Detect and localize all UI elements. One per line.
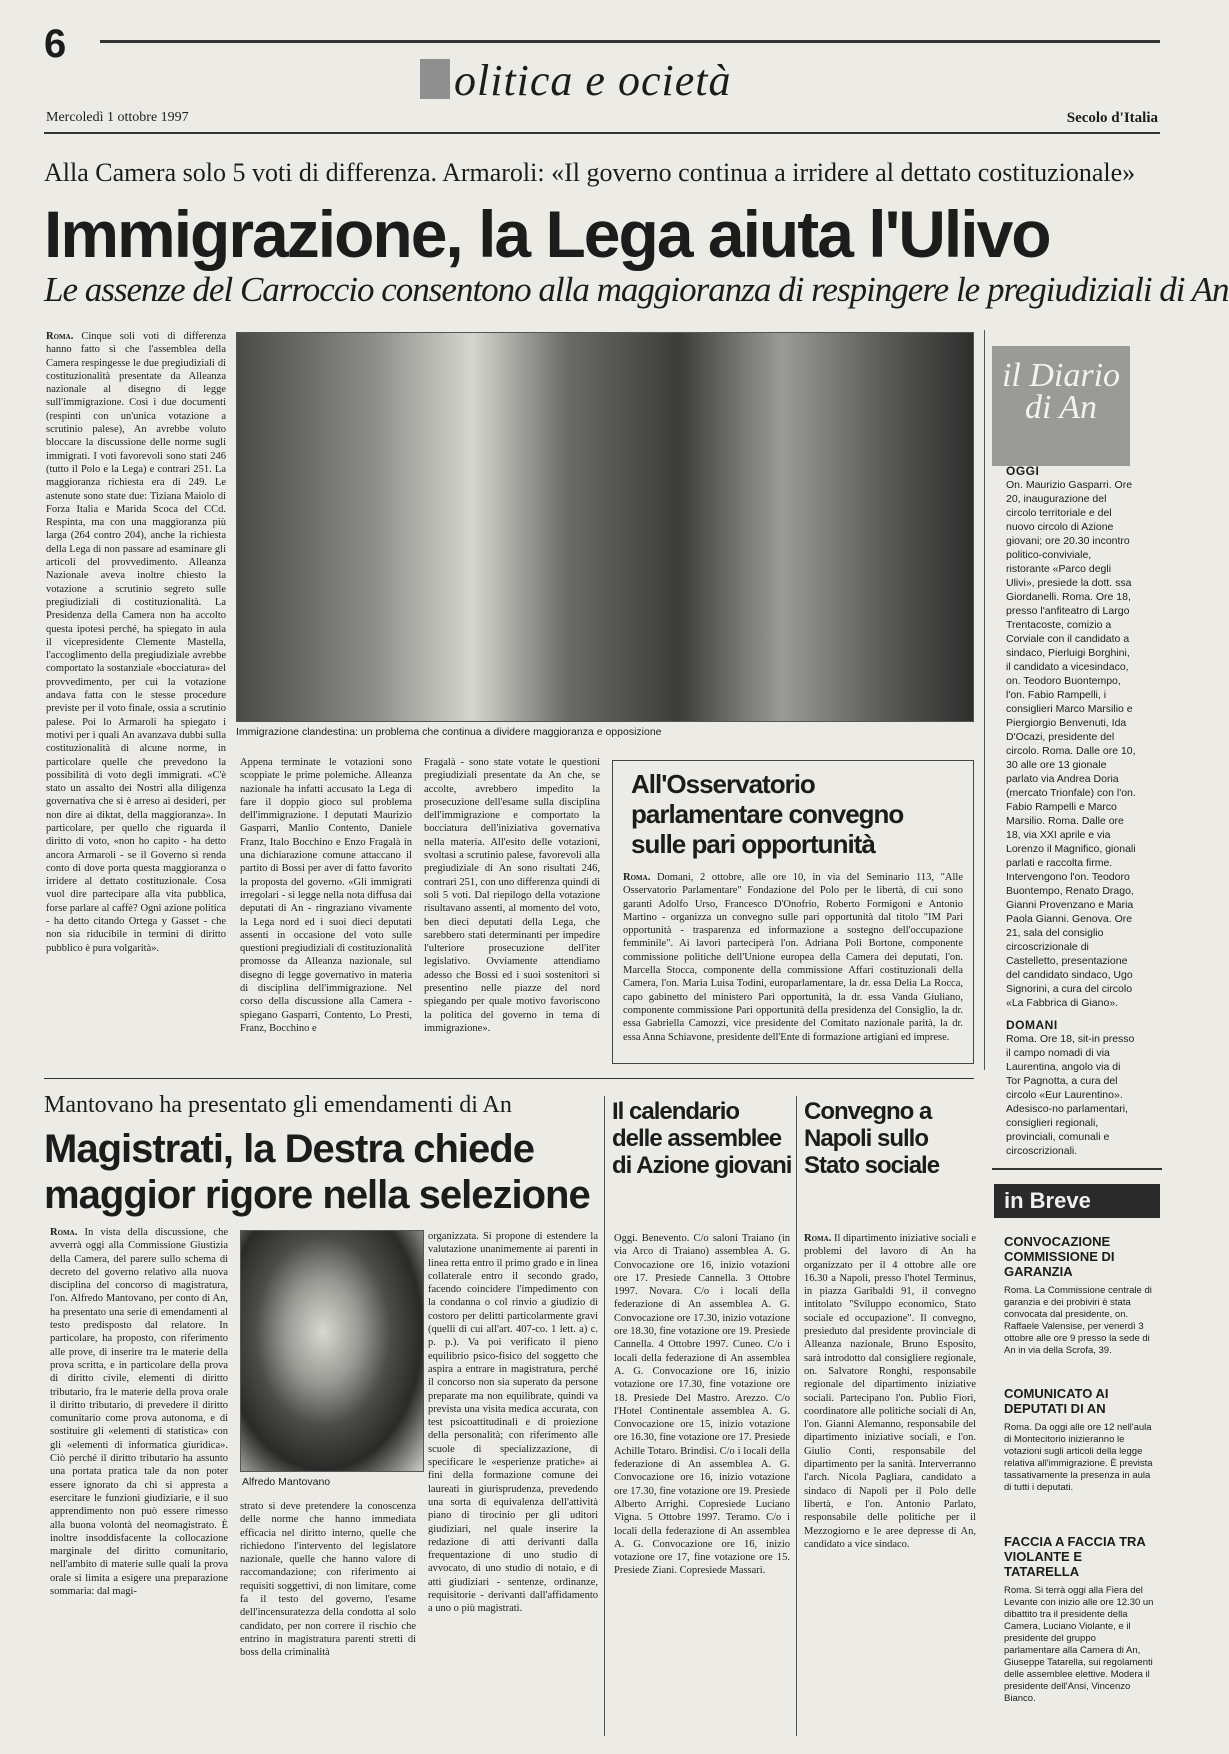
breve-item-2 bbox=[1004, 1386, 1154, 1494]
section-initial-block bbox=[420, 59, 450, 99]
oggi-text: On. Maurizio Gasparri. Ore 20, inaugurazione del circolo territoriale e del nuovo circolo di Azione giovani; ore 20.30 incontro politico-conviviale, ristorante «Parco degli Ulivi», presiede la dott. ssa Giordanelli. Roma. Ore 18, presso l'anfiteatro di Largo Trentacoste, comizio a Corviale con il candidato a sindaco, Pierluigi Borghini, il candidato a vicesindaco, on. Teodoro Buontempo, l'on. Fabio Rampelli, i consiglieri Marco Marsilio e Piergiorgio Benvenuti, Ida D'Ocazi, presidente del circolo. Roma. Dalle ore 10, 30 alle ore 13 gionale parlato via Andrea Doria (mercato Trionfale) con l'on. Fabio Rampelli e Marco Marsilio. Roma. Dalle ore 18, via XXI aprile e via Lorenzo il Magnifico, gionali parlati e raccolta firme. Intervengono l'on. Teodoro Buontempo, Renato Drago, Gianni Provenzano e Maria Paola Gianni. Genova. Ore 21, sala del consiglio circoscrizionale di Castelletto, presentazione del candidato sindaco, Ugo Signorini, a cura del circolo «La Fabbrica di Giano». bbox=[1006, 479, 1136, 1009]
magistrati-column-2: strato si deve pretendere la conoscenza delle norme che hanno immediata efficacia nel diritto interno, quelle che richiedono l'intervento del legislatore nazionale, quelle che hanno valore di raccomandazione; con riferimento ai requisiti soggettivi, di non limitare, come fa il testo del governo, l'esame dell'incensuratezza della condotta al solo candidato, per non correre il rischio che entrino in magistratura parenti stretti di boss della criminalità bbox=[240, 1501, 416, 1659]
domani-text: Roma. Ore 18, sit-in presso il campo nomadi di via Laurentina, angolo via di Tor Pagnotta, a cura del circolo «Eur Laurentino». Adesisco-no parlamentari, consiglieri regionali, provinciali, comunali e circoscrizionali. bbox=[1006, 1033, 1135, 1157]
lead-kicker: Alla Camera solo 5 voti di differenza. Armaroli: «Il governo continua a irridere al dettato costituzionale» bbox=[44, 158, 1136, 187]
napoli-divider bbox=[796, 1096, 797, 1736]
date-line: Mercoledì 1 ottobre 1997 bbox=[46, 110, 189, 125]
section-rule bbox=[44, 1078, 974, 1079]
magistrati-headline: Magistrati, la Destra chiede maggior rigore nella selezione bbox=[44, 1127, 590, 1217]
breve-text: Roma. La Commissione centrale di garanzia e dei probiviri è stata convocata dal presidente, on. Raffaele Valensise, per venerdì 3 ottobre alle ore 9 presso la sede di An in via della Scrofa, 39. bbox=[1004, 1285, 1152, 1356]
lead-photo bbox=[236, 332, 974, 722]
in-breve-bar: in Breve bbox=[994, 1184, 1160, 1218]
page-number: 6 bbox=[44, 22, 67, 66]
osservatorio-title: All'Osservatorio parlamentare convegno sulle pari opportunità bbox=[631, 769, 904, 859]
breve-item-3 bbox=[1004, 1534, 1154, 1705]
lead-subhead: Le assenze del Carroccio consentono alla maggioranza di respingere le pregiudiziali di An bbox=[44, 270, 1229, 309]
lead-column-2: Appena terminate le votazioni sono scoppiate le prime polemiche. Alleanza nazionale ha infatti accusato la Lega di fare il doppio gioco sul problema dell'immigrazione. I deputati Maurizio Gasparri, Manlio Contento, Daniele Franz, Italo Bocchino e Enzo Fragalà in una dichiarazione comune attaccano il partito di Bossi per aver di fatto favorito la proposta del governo. «Gli immigrati irregolari - si legge nella nota diffusa dai deputati di An - ringraziano vivamente la Lega nord ed i suoi dieci deputati assenti in occasione del voto sulle questioni pregiudiziali di costituzionalità promosse da Alleanza nazionale, sul disegno di legge governativo in materia di disciplina dell'immigrazione. Nel corso della discussione alla Camera - spiegano Gasparri, Contento, Lo Presti, Franz, Bocchino e bbox=[240, 757, 412, 1034]
calendario-headline: Il calendario delle assemblee di Azione giovani bbox=[612, 1098, 792, 1179]
diario-logo: il Diario di An bbox=[992, 346, 1130, 466]
breve-text: Roma. Da oggi alle ore 12 nell'aula di Montecitorio inizieranno le votazioni sugli articoli della legge relativa all'immigrazione. È prevista tassativamente la presenza in aula di tutti i deputati. bbox=[1004, 1422, 1153, 1493]
osservatorio-box bbox=[612, 760, 974, 1064]
breve-title: COMUNICATO AI DEPUTATI DI AN bbox=[1004, 1386, 1109, 1416]
paper-name: Secolo d'Italia bbox=[1066, 110, 1158, 126]
lead-photo-caption: Immigrazione clandestina: un problema che continua a dividere maggioranza e opposizione bbox=[236, 726, 662, 738]
in-breve-top-rule bbox=[992, 1168, 1162, 1170]
napoli-text: Roma. Il dipartimento iniziative sociali e problemi del lavoro di An ha organizzato per il 4 ottobre alle ore 16.30 a Napoli, presso l'hotel Terminus, in piazza Garibaldi 91, il convegno intitolato "Sviluppo economico, Stato sociale ed occupazione". Il convegno, presieduto dal presidente provinciale di Alleanza nazionale, Bruno Esposito, sarà introdotto dal consigliere regionale, on. Salvatore Ronghi, responsabile regionale del dipartimento iniziative sociali. Partecipano l'on. Publio Fiori, coordinatore alle politiche sociali di An, l'on. Gianni Alemanno, responsabile del dipartimento iniziative sociali, e l'on. Giulio Conti, responsabile del dipartimento per la sanità. Interverranno l'arch. Nicola Pagliara, candidato a sindaco di Napoli per il Polo delle libertà, e l'on. Antonio Parlato, responsabile delle politiche per il Mezzogiorno e le aree depresse di An, candidato a vice sindaco. bbox=[804, 1233, 976, 1550]
magistrati-column-3: organizzata. Si propone di estendere la valutazione unanimemente ai parenti in linea retta entro il primo grado e in linea collaterale entro il secondo grado, facendo coincidere l'impedimento con la condanna o col rinvio a giudizio di costoro per delitti particolarmente gravi (quelli di cui all'art. 407-co. 1 lett. a) c. p. p.). Va poi verificato il pieno equilibrio psico-fisico del soggetto che aspira a entrare in magistratura, perché il concorso non sia superato da persone preparate ma non equilibrate, quindi va prevista una visita medica accurata, con test psicoattitudinali e di proiezione della personalità; con riferimento alle scuole di specializzazione, di specificare le «esperienze pratiche» ai fini della formazione comune dei laureati in giurisprudenza, prevedendo una sorta di equivalenza dell'attività piano di tirocinio per gli uditori giudiziari, nel quale inserire la redazione di atti derivanti dalla frequentazione di uno studio di avvocato, di uno studio di notaio, e di atti giudiziari - sentenze, ordinanze, requisitorie - derivanti dall'affidamento a uno o più magistrati. bbox=[428, 1231, 598, 1615]
masthead-rule bbox=[44, 132, 1160, 134]
magistrati-column-1: Roma. In vista della discussione, che avverrà oggi alla Commissione Giustizia della Camera, del parere sullo schema di decreto del governo relativo alla nuova disciplina del concorso di magistratura, l'on. Alfredo Mantovano, per conto di An, ha presentato una serie di emendamenti al testo predisposto dal relatore. In particolare, ha proposto, con riferimento alle prove, di inserire tra le materie della prova scritta, e in particolare della prova di diritto civile, elementi di diritto tributario, fra le materie della prova orale il diritto tributario, di prevedere il diritto comunitario come prova autonoma, e di sostituire gli «elementi di statistica» con gli «elementi di informatica giuridica». Ciò perché il diritto tributario ha assunto una portata pratica tale da non poter essere ignorato da chi si appresta a esercitare le funzioni giudiziarie, e il suo apprendimento non può essere rimesso alla buona volontà del neomagistrato. È inoltre insoddisfacente la collocazione marginale del diritto comunitario, nell'ambito di materie sulle quali la prova orale si limita a esigere una preparazione sommaria: dal magi- bbox=[50, 1227, 229, 1598]
lead-headline: Immigrazione, la Lega aiuta l'Ulivo bbox=[44, 197, 1050, 271]
breve-title: FACCIA A FACCIA TRA VIOLANTE E TATARELLA bbox=[1004, 1534, 1146, 1579]
osservatorio-text: Roma. Domani, 2 ottobre, alle ore 10, in via del Seminario 113, "Alle Osservatorio Parlamentare" Fondazione del Polo per le libertà, di cui sono garanti Adolfo Urso, Francesco D'Onofrio, Roberto Formigoni e Antonio Martino - organizza un convegno sulle pari opportunità dal titolo "IM Pari opportunità - trasparenza ed informazione a sostegno dell'occupazione femminile". Ai lavori parteciperà l'on. Adriana Poli Bortone, componente commissione politiche dell'Unione europea della Camera dei deputati, l'on. Marcella Stocca, componente della commissione Affari costituzionali della Camera, l'on. Maria Luisa Todini, europarlamentare, la dr. essa Delia La Rocca, capo gabinetto del ministero Pari opportunità, la dr. essa Vanda Giuliano, componente commissione Pari opportunità della presidenza del Consiglio, la dr. essa Gabriella Camozzi, vice presidente del Comitato nazionale parità, la dr. essa Anna Schiavone, presidente dell'Ente di formazione artigiani ed imprese. bbox=[623, 872, 964, 1043]
domani-label: DOMANI bbox=[1006, 1018, 1058, 1032]
calendario-divider bbox=[604, 1096, 605, 1736]
lead-column-1: Roma. Cinque soli voti di differenza hanno fatto sì che l'assemblea della Camera respingesse le due pregiudiziali di costituzionalità presentate da Alleanza nazionale al disegno di legge sull'immigrazione. Così i due documenti (respinti con un'unica votazione a scrutinio palese), An avrebbe voluto bloccare la discussione delle norme sugli immigrati. I voti favorevoli sono stati 246 (tutto il Polo e la Lega) e contrari 251. La maggioranza richiesta era di 249. Le astenute sono state due: Tiziana Maiolo di Forza Italia e Marida Scoca del CCd. Respinta, ma con una maggioranza più larga (264 contro 204), anche la richiesta della Lega di non passare ad esaminare gli articoli del provvedimento. Alleanza Nazionale aveva inoltre chiesto la votazione a scrutinio segreto sulle pregiudiziali di costituzionalità. La Presidenza della Camera non ha accolto questa ipotesi perché, ha spiegato in aula il vicepresidente Clemente Mastella, l'accoglimento della pregiudiziale avrebbe comportato la sostanziale «bocciatura» del provvedimento, per cui la votazione andava fatta con le stesse procedure previste per il voto finale, ossia a scrutinio palese. Poi lo Armaroli ha spiegato i motivi per i quali An avanzava dubbi sulla costituzionalità di alcune norme, in particolare quelle che prevedono la possibilità di voto degli immigrati. «C'è stato un assalto dei Nostri alla diligenza governativa che si è arreso ai desideri, per non dire ai diktat, della maggioranza». In particolare, per quello che riguarda il diritto di voto, «non ho capito - ha detto ancora Armaroli - se il Governo si renda conto di dove porta questa maggioranza o irridere al dettato costituzionale. Cosa vuol dire partecipare alla vita pubblica, forse parlare al caffè? Ogni azione politica - ha detto citando Ortega y Gasset - che non sia riducibile in termini di diritto pubblico è pura volgarità». bbox=[46, 331, 226, 954]
breve-text: Roma. Si terrà oggi alla Fiera del Levante con inizio alle ore 12.30 un dibattito tra il presidente della Camera, Luciano Violante, e il presidente del gruppo parlamentare alla Camera di An, Giuseppe Tatarella, sui regolamenti delle assemblee elettive. Modera il presidente dell'Ansi, Vincenzo Bianco. bbox=[1004, 1585, 1154, 1704]
sidebar-divider bbox=[984, 330, 985, 1070]
mantovano-portrait bbox=[240, 1230, 424, 1472]
oggi-label: OGGI bbox=[1006, 464, 1040, 478]
breve-item-1 bbox=[1004, 1234, 1154, 1357]
section-title: olitica e ocietà bbox=[420, 55, 731, 106]
top-rule bbox=[100, 40, 1160, 43]
diario-text bbox=[1006, 464, 1136, 1157]
napoli-headline: Convegno a Napoli sullo Stato sociale bbox=[804, 1098, 940, 1179]
lead-column-3: Fragalà - sono state votate le questioni pregiudiziali presentate da An che, se accolte, avrebbero impedito la prosecuzione dell'esame sulla disciplina dell'immigrazione e comportato la bocciatura dell'iniziativa governativa nella materia. All'esito delle votazioni, svoltasi a scrutinio palese, favorevoli alla pregiudiziale di An sono risultati 246, contrari 251, con uno differenza quindi di soli 5 voti. Dal riepilogo della votazione risultavano assenti, al momento del voto, ben dieci deputati della Lega, che sarebbero stati determinanti per impedire l'ulteriore prosecuzione dell'iter legislativo. Ovviamente attendiamo adesso che Bossi ed i suoi sostenitori si presentino nelle piazze del nord spiegando per quale motivo favoriscono la politica del governo in tema di immigrazione». bbox=[424, 757, 600, 1034]
calendario-text: Oggi. Benevento. C/o saloni Traiano (in via Arco di Traiano) assemblea A. G. Convocazione ore 16, inizio votazioni ore 17. Presiede Cannella. 3 Ottobre 1997. Novara. C/o i locali della federazione di An assemblea A. G. Convocazione ore 17.30, inizio votazione ore 18.30, fine votazione ore 19. Presiede Cannella. 4 Ottobre 1997. Cuneo. C/o i locali della federazione di An assemblea A. G. Convocazione ore 16, inizio votazione ore 17.30, fine votazione ore 18. Presiede Del Mastro. Arezzo. C/o l'Hotel Continentale assemblea A. G. Convocazione ore 15, inizio votazione ore 16.30, fine votazione ore 17. Presiede Achille Totaro. Brindisi. C/o i locali della federazione di An assemblea A. G. Convocazione ore 16, inizio votazione ore 17.30, fine votazione ore 19. Presiede Alberto Arrighi. Copresiede Luciano Vigna. 5 Ottobre 1997. Teramo. C/o i locali della federazione di An assemblea A. G. Convocazione ore 16, inizio votazione ore 17, fine votazione ore 15. Presiede Ziani. Copresiede Massari. bbox=[614, 1233, 790, 1577]
breve-title: CONVOCAZIONE COMMISSIONE DI GARANZIA bbox=[1004, 1234, 1115, 1279]
magistrati-kicker: Mantovano ha presentato gli emendamenti di An bbox=[44, 1092, 512, 1118]
portrait-caption: Alfredo Mantovano bbox=[242, 1476, 331, 1488]
